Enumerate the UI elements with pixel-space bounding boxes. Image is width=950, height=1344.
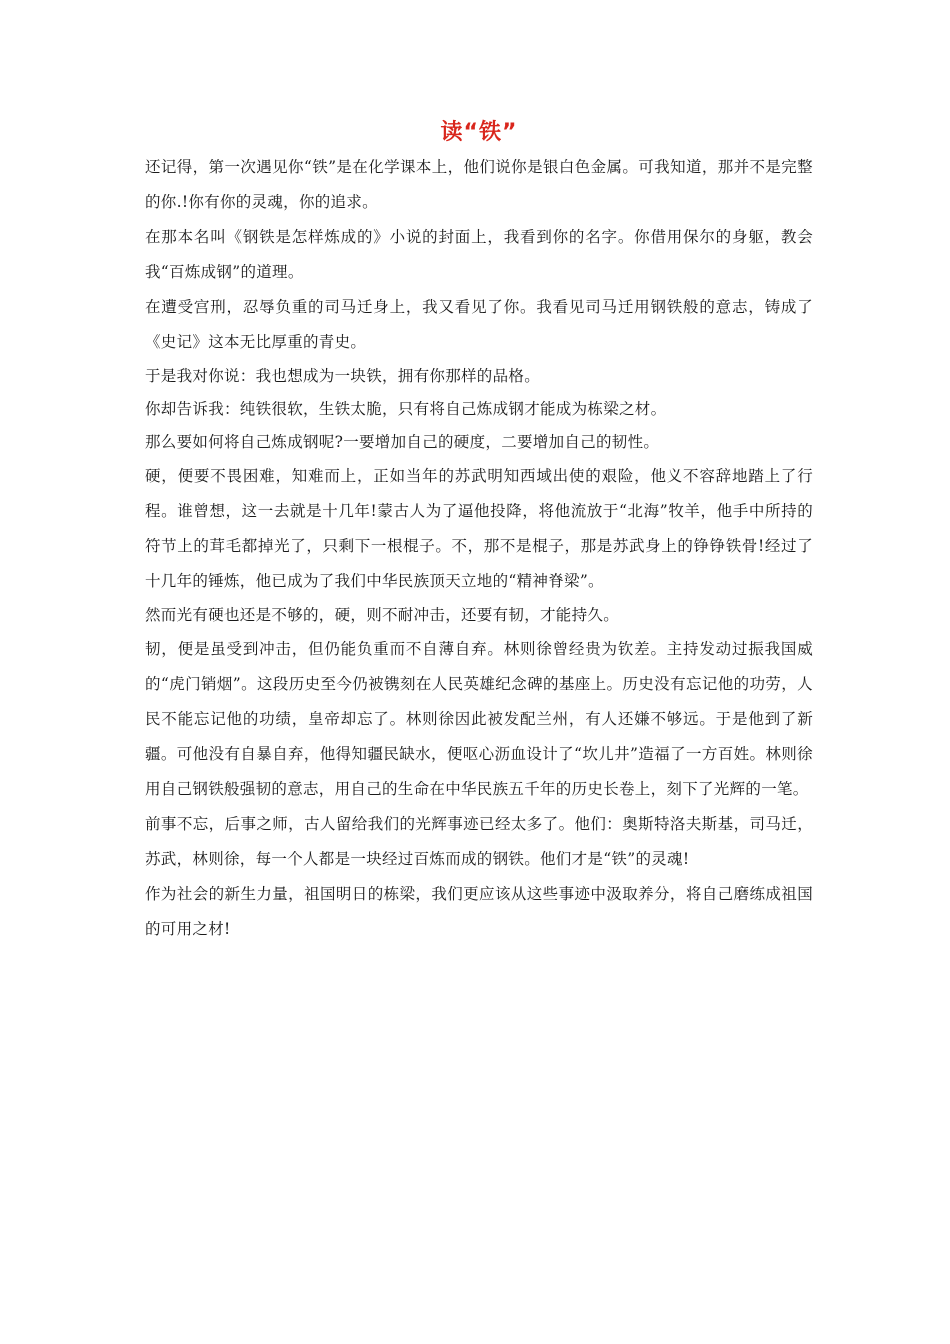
paragraph-4: 于是我对你说：我也想成为一块铁，拥有你那样的品格。	[145, 367, 541, 385]
paragraph-1: 还记得，第一次遇见你“铁”是在化学课本上，他们说你是银白色金属。可我知道，那并不是完整的你.!你有你的灵魂，你的追求。	[145, 158, 813, 211]
document-title: 读“铁”	[440, 120, 518, 145]
paragraph-3: 在遭受宫刑，忍辱负重的司马迁身上，我又看见了你。我看见司马迁用钢铁般的意志，铸成了《史记》这本无比厚重的青史。	[145, 298, 813, 351]
paragraph-5: 你却告诉我：纯铁很软，生铁太脆，只有将自己炼成钢才能成为栋梁之材。	[145, 400, 667, 418]
paragraph-10: 前事不忘，后事之师，古人留给我们的光辉事迹已经太多了。他们：奥斯特洛夫斯基，司马迁，苏武，林则徐，每一个人都是一块经过百炼而成的钢铁。他们才是“铁”的灵魂!	[145, 815, 813, 868]
document-page	[145, 118, 813, 947]
paragraph-11: 作为社会的新生力量，祖国明日的栋梁，我们更应该从这些事迹中汲取养分，将自己磨练成祖国的可用之材!	[145, 885, 813, 938]
paragraph-6: 那么要如何将自己炼成钢呢?一要增加自己的硬度，二要增加自己的韧性。	[145, 433, 660, 451]
paragraph-7: 硬，便要不畏困难，知难而上，正如当年的苏武明知西域出使的艰险，他义不容辞地踏上了行程。谁曾想，这一去就是十几年!蒙古人为了逼他投降，将他流放于“北海”牧羊，他手中所持的符节上的茸毛都掉光了，只剩下一根棍子。不，那不是棍子，那是苏武身上的铮铮铁骨!经过了十几年的锤炼，他已成为了我们中华民族顶天立地的“精神脊梁”。	[145, 467, 813, 590]
paragraph-2: 在那本名叫《钢铁是怎样炼成的》小说的封面上，我看到你的名字。你借用保尔的身躯，教会我“百炼成钢”的道理。	[145, 228, 813, 281]
paragraph-8: 然而光有硬也还是不够的，硬，则不耐冲击，还要有韧，才能持久。	[145, 606, 620, 624]
paragraph-9: 韧，便是虽受到冲击，但仍能负重而不自薄自弃。林则徐曾经贵为钦差。主持发动过振我国威的“虎门销烟”。这段历史至今仍被镌刻在人民英雄纪念碑的基座上。历史没有忘记他的功劳，人民不能忘记他的功绩，皇帝却忘了。林则徐因此被发配兰州，有人还嫌不够远。于是他到了新疆。可他没有自暴自弃，他得知疆民缺水，便呕心沥血设计了“坎儿井”造福了一方百姓。林则徐用自己钢铁般强韧的意志，用自己的生命在中华民族五千年的历史长卷上，刻下了光辉的一笔。	[145, 640, 813, 798]
